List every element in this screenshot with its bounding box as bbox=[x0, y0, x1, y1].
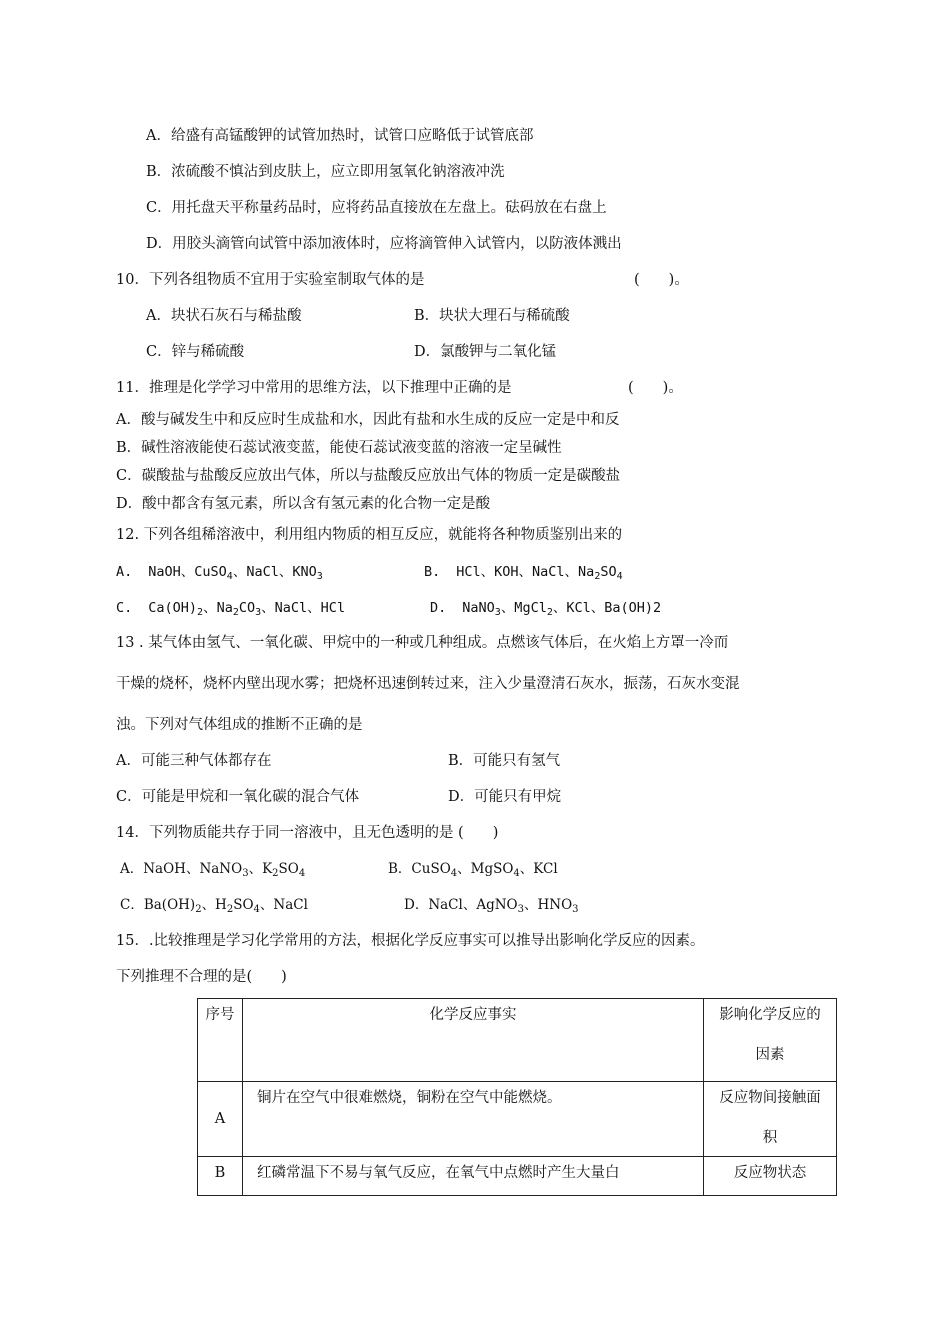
q14-option-b: B．CuSO$_4$、MgSO$_4$、KCl bbox=[388, 861, 558, 879]
q9-option-b: B．浓硫酸不慎沾到皮肤上，应立即用氢氧化钠溶液冲洗 bbox=[146, 164, 505, 180]
q14-option-a: A．NaOH、NaNO$_3$、$K_2SO_4$ bbox=[120, 861, 306, 879]
q9-option-d: D．用胶头滴管向试管中添加液体时，应将滴管伸入试管内，以防液体溅出 bbox=[146, 236, 622, 252]
q13-option-d: D．可能只有甲烷 bbox=[448, 789, 562, 805]
q11-option-a: A．酸与碱发生中和反应时生成盐和水，因此有盐和水生成的反应一定是中和反 bbox=[116, 412, 620, 428]
q15-table bbox=[197, 998, 837, 1196]
row-b-factor: 反应物状态 bbox=[704, 1157, 837, 1196]
row-b-fact: 红磷常温下不易与氧气反应，在氧气中点燃时产生大量白 bbox=[243, 1157, 704, 1196]
q12-option-c: C. $Ca(OH)_2$、$Na_2CO_3$、NaCl、HCl bbox=[116, 600, 346, 618]
header-cell-fact: 化学反应事实 bbox=[243, 999, 704, 1082]
q12-option-b-label: B. bbox=[424, 564, 441, 580]
header-cell-id: 序号 bbox=[198, 999, 243, 1082]
q14-option-d: D．NaCl、AgNO$_3$、$HNO_3$ bbox=[404, 897, 579, 915]
q13-option-c: C．可能是甲烷和一氧化碳的混合气体 bbox=[116, 789, 360, 805]
q10-answer-bracket: ( )。 bbox=[634, 272, 689, 288]
q12-option-a-label: A. bbox=[116, 564, 133, 580]
q12-option-a: A. NaOH、CuSO$_4$、NaCl、$KNO_3$ bbox=[116, 564, 323, 582]
q11-option-b: B．碱性溶液能使石蕊试液变蓝，能使石蕊试液变蓝的溶液一定呈碱性 bbox=[116, 440, 562, 456]
row-a-fact: 铜片在空气中很难燃烧，铜粉在空气中能燃烧。 bbox=[243, 1082, 704, 1157]
q9-option-c: C．用托盘天平称量药品时，应将药品直接放在左盘上。砝码放在右盘上 bbox=[146, 200, 607, 216]
q12-option-d-label: D. bbox=[430, 600, 447, 616]
q11-answer-bracket: ( )。 bbox=[628, 380, 683, 396]
q12-option-b: B. HCl、KOH、NaCl、$Na_2SO_4$ bbox=[424, 564, 623, 582]
table-row bbox=[198, 1082, 837, 1157]
q10-option-a: A．块状石灰石与稀盐酸 bbox=[146, 308, 302, 324]
row-a-id: A bbox=[198, 1082, 243, 1157]
q10-option-b: B．块状大理石与稀硫酸 bbox=[414, 308, 570, 324]
q11-stem: 11．推理是化学学习中常用的思维方法，以下推理中正确的是 bbox=[116, 380, 512, 396]
q15-stem-line2: 下列推理不合理的是( ) bbox=[116, 969, 287, 985]
q11-option-d: D．酸中都含有氢元素，所以含有氢元素的化合物一定是酸 bbox=[116, 496, 491, 512]
row-a-factor: 反应物间接触面 积 bbox=[704, 1082, 837, 1157]
q10-option-c: C．锌与稀硫酸 bbox=[146, 344, 245, 360]
q13-stem-line3: 浊。下列对气体组成的推断不正确的是 bbox=[116, 717, 363, 733]
q11-option-c: C．碳酸盐与盐酸反应放出气体，所以与盐酸反应放出气体的物质一定是碳酸盐 bbox=[116, 468, 621, 484]
q13-stem-line1: 13 . 某气体由氢气、一氧化碳、甲烷中的一种或几种组成。点燃该气体后，在火焰上方罩一冷而 bbox=[116, 635, 729, 651]
q13-stem-line2: 干燥的烧杯，烧杯内壁出现水雾；把烧杯迅速倒转过来，注入少量澄清石灰水，振荡，石灰水变混 bbox=[116, 676, 740, 692]
q14-stem: 14．下列物质能共存于同一溶液中，且无色透明的是 ( ) bbox=[116, 825, 499, 841]
table-header-row bbox=[198, 999, 837, 1082]
table-row bbox=[198, 1157, 837, 1196]
q9-option-a: A．给盛有高锰酸钾的试管加热时，试管口应略低于试管底部 bbox=[146, 128, 534, 144]
q10-stem: 10．下列各组物质不宜用于实验室制取气体的是 bbox=[116, 272, 425, 288]
row-b-id: B bbox=[198, 1157, 243, 1196]
q14-option-c: C．$Ba(OH)_2$、$H_2SO_4$、NaCl bbox=[120, 897, 308, 915]
header-cell-factor: 影响化学反应的 因素 bbox=[704, 999, 837, 1082]
q12-option-d: D. NaNO$_3$、MgCl$_2$、KCl、Ba(OH)2 bbox=[430, 600, 662, 618]
q13-option-a: A．可能三种气体都存在 bbox=[116, 753, 272, 769]
q13-option-b: B．可能只有氢气 bbox=[448, 753, 561, 769]
q10-option-d: D．氯酸钾与二氧化锰 bbox=[414, 344, 557, 360]
q12-stem: 12. 下列各组稀溶液中，利用组内物质的相互反应，就能将各种物质鉴别出来的 bbox=[116, 527, 623, 543]
q15-stem-line1: 15．.比较推理是学习化学常用的方法，根据化学反应事实可以推导出影响化学反应的因素。 bbox=[116, 933, 705, 949]
q12-option-c-label: C. bbox=[116, 600, 133, 616]
